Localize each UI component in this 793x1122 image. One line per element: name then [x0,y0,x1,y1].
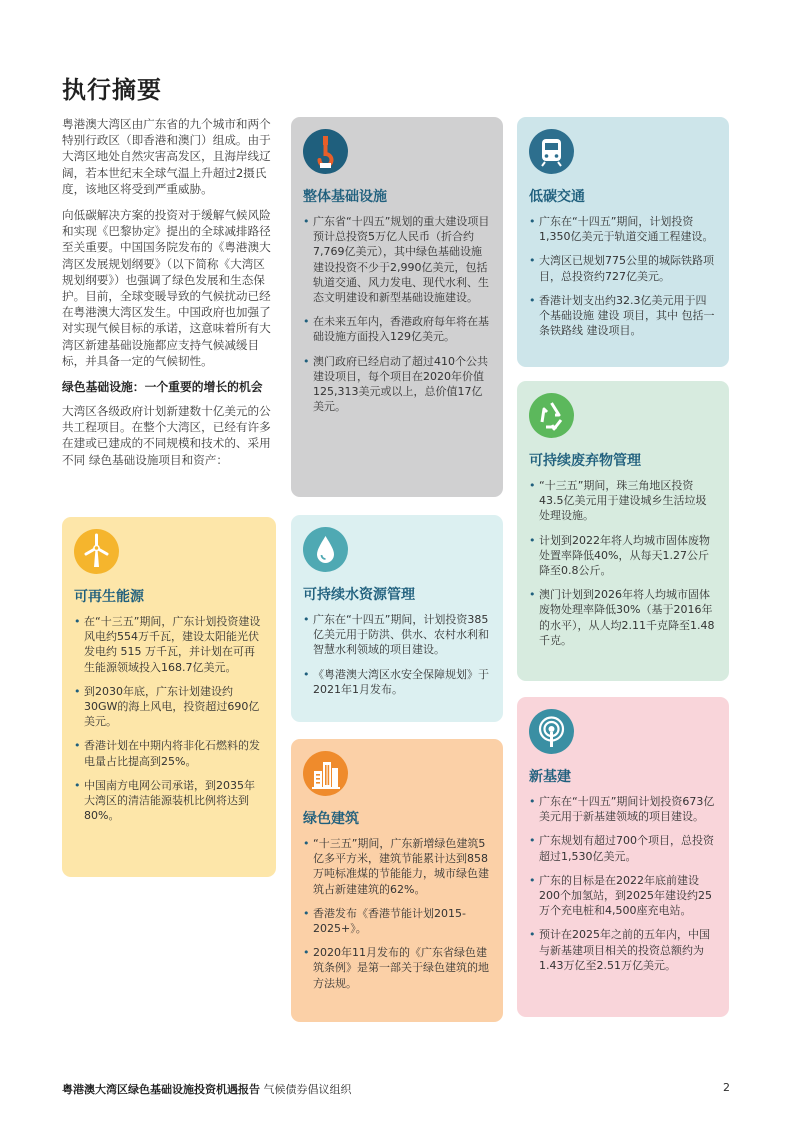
new-infrastructure-card [517,697,729,1017]
train-icon [529,129,574,174]
low-carbon-transport-card [517,117,729,367]
list-item: • 大湾区已规划775公里的城际铁路项目，总投资约727亿美元。 [529,253,717,283]
list-item: • 澳门计划到2026年将人均城市固体废物处理率降低30%（基于2016年的水平），从人均2.11千克降至1.48千克。 [529,587,717,648]
list-item: • 广东在“十四五”期间，计划投资385亿美元用于防洪、供水、农村水利和智慧水利领域的项目建设。 [303,612,491,658]
waste-management-list [529,478,717,648]
list-item: • 中国南方电网公司承诺，到2035年大湾区的清洁能源装机比例将达到80%。 [74,778,264,824]
renewable-energy-list [74,614,264,823]
list-item: • 2020年11月发布的《广东省绿色建筑条例》是第一部关于绿色建筑的地方法规。 [303,945,491,991]
water-drop-icon [303,527,348,572]
intro-paragraph-2: 向低碳解决方案的投资对于缓解气候风险和实现《巴黎协定》提出的全球减排路径至关重要。中国国务院发布的《粤港澳大湾区发展规划纲要》（以下简称《大湾区规划纲要》）也强调了绿色发展和生态保护。目前，全球变暖导致的气候扰动已经在粤港澳大湾区发生。中国政府也加强了对实现气候目标的承诺，这意味着所有大湾区新建基础设施都应支持气候减缓目标，并具备一定的气候韧性。 [62,208,271,368]
intro-section [62,116,276,478]
water-management-list [303,612,491,697]
list-item: • 香港发布《香港节能计划2015-2025+》。 [303,906,491,936]
waste-management-title: 可持续废弃物管理 [529,453,641,469]
list-item: • 《粤港澳大湾区水安全保障规划》于2021年1月发布。 [303,667,491,697]
waste-management-card [517,381,729,681]
renewable-energy-title: 可再生能源 [74,589,144,605]
list-item: • 广东的目标是在2022年底前建设200个加氢站，到2025年建设约25万个充电桩和4,500座充电站。 [529,873,717,919]
low-carbon-transport-list [529,214,717,338]
list-item: • 预计在2025年之前的五年内，中国与新基建项目相关的投资总额约为1.43万亿至2.51万亿美元。 [529,927,717,973]
low-carbon-transport-title: 低碳交通 [529,189,585,205]
new-infrastructure-list [529,794,717,973]
list-item: • 澳门政府已经启动了超过410个公共建设项目，每个项目在2020年价值125,313美元或以上，总价值17亿美元。 [303,354,491,415]
list-item: • 在未来五年内，香港政府每年将在基础设施方面投入129亿美元。 [303,314,491,344]
buildings-icon [303,751,348,796]
new-infrastructure-title: 新基建 [529,769,571,785]
intro-paragraph-3: 大湾区各级政府计划新建数十亿美元的公共工程项目。在整个大湾区，已经有许多在建或已建成的不同规模和技术的、采用不同 绿色基础设施项目和资产： [62,404,271,467]
list-item: • 计划到2022年将人均城市固体废物处置率降低40%，从每天1.27公斤降至0.8公斤。 [529,533,717,579]
list-item: • “十三五”期间，广东新增绿色建筑5亿多平方米，建筑节能累计达到858万吨标准煤的节能能力，城市绿色建筑占新建建筑的62%。 [303,836,491,897]
page-number: 2 [723,1081,730,1094]
list-item: • 广东规划有超过700个项目，总投资超过1,530亿美元。 [529,833,717,863]
signal-tower-icon [529,709,574,754]
green-building-list [303,836,491,991]
list-item: • “十三五”期间，珠三角地区投资43.5亿美元用于建设城乡生活垃圾处理设施。 [529,478,717,524]
list-item: • 广东在“十四五”期间计划投资673亿美元用于新基建领域的项目建设。 [529,794,717,824]
list-item: • 广东在“十四五”期间，计划投资1,350亿美元于轨道交通工程建设。 [529,214,717,244]
page-footer [62,1081,730,1097]
intro-subheading: 绿色基础设施：一个重要的增长的机会 [62,380,263,395]
infrastructure-title: 整体基础设施 [303,189,387,205]
list-item: • 广东省“十四五”规划的重大建设项目预计总投资5万亿人民币（折合约7,769亿美元），其中绿色基础设施建设投资不少于2,990亿美元，包括轨道交通、风力发电、现代水利、生态文明建设和新型基础设施建设。 [303,214,491,305]
wind-turbine-icon [74,529,119,574]
list-item: • 香港计划支出约32.3亿美元用于四个基础设施 建设 项目，其中 包括一条铁路线 建设项目。 [529,293,717,339]
intro-paragraph-1: 粤港澳大湾区由广东省的九个城市和两个特别行政区（即香港和澳门）组成。由于大湾区地处自然灾害高发区，且海岸线辽阔，若本世纪末全球气温上升超过2摄氏度，该地区将受到严重威胁。 [62,117,271,196]
footer-report-title: 粤港澳大湾区绿色基础设施投资机遇报告 [62,1083,260,1096]
green-building-card [291,739,503,1022]
recycle-icon [529,393,574,438]
water-management-card [291,515,503,722]
list-item: • 香港计划在中期内将非化石燃料的发电量占比提高到25%。 [74,738,264,768]
water-management-title: 可持续水资源管理 [303,587,415,603]
crane-hook-icon [303,129,348,174]
green-building-title: 绿色建筑 [303,811,359,827]
infrastructure-card [291,117,503,497]
page-title: 执行摘要 [62,76,162,104]
infrastructure-list [303,214,491,414]
list-item: • 在“十三五”期间，广东计划投资建设风电约554万千瓦，建设太阳能光伏发电约 515 万千瓦，并计划在可再生能源领域投入168.7亿美元。 [74,614,264,675]
footer-org: 气候债券倡议组织 [263,1083,352,1096]
list-item: • 到2030年底，广东计划建设约30GW的海上风电，投资超过690亿美元。 [74,684,264,730]
renewable-energy-card [62,517,276,877]
